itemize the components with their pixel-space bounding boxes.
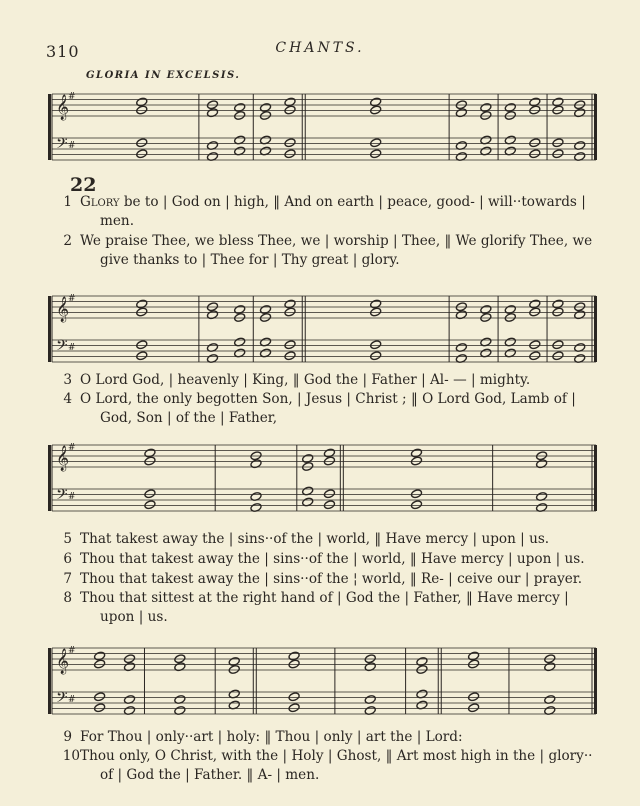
verse-number: 3: [63, 372, 72, 388]
music-system-3: [44, 437, 604, 533]
svg-text:#: #: [68, 343, 76, 353]
svg-text:#: #: [68, 646, 76, 656]
svg-text:𝄞: 𝄞: [56, 446, 70, 471]
verse-line: Thou only, O Christ, with the | Holy | Ghost, ‖ Art most high in the | glory··: [80, 748, 593, 764]
svg-text:#: #: [68, 92, 76, 102]
verse-number: 2: [63, 233, 72, 249]
svg-text:𝄢: 𝄢: [56, 689, 68, 710]
verse-line: For Thou | only··art | holy: ‖ Thou | only | art the | Lord:: [80, 729, 463, 745]
chant-number: 22: [70, 174, 97, 196]
svg-text:#: #: [68, 443, 76, 453]
verse-line: That takest away the | sins··of the | world, ‖ Have mercy | upon | us.: [80, 531, 550, 547]
music-system-4: [44, 640, 604, 730]
svg-text:𝄞: 𝄞: [56, 649, 70, 674]
verse-number: 7: [63, 571, 72, 587]
verse-line: O Lord God, | heavenly | King, ‖ God the | Father | Al- — | mighty.: [80, 372, 531, 388]
verse-line: We praise Thee, we bless Thee, we | worship | Thee, ‖ We glorify Thee, we: [80, 233, 593, 249]
verse-line: Thou that takest away the | sins··of the ¦ world, ‖ Re- | ceive our | prayer.: [80, 571, 583, 587]
verse-first-word: Glory: [80, 194, 120, 210]
verse-line: of | God the | Father. ‖ A- | men.: [100, 767, 320, 783]
svg-text:#: #: [68, 294, 76, 304]
svg-text:𝄢: 𝄢: [56, 337, 68, 358]
verse-line: God, Son | of the | Father,: [100, 410, 278, 426]
svg-text:𝄞: 𝄞: [56, 297, 70, 322]
svg-text:𝄞: 𝄞: [56, 95, 70, 120]
verse-number: 5: [63, 531, 72, 547]
verse-number: 6: [63, 551, 72, 567]
music-system-1: [44, 86, 604, 172]
svg-text:𝄢: 𝄢: [56, 135, 68, 156]
svg-text:#: #: [68, 492, 76, 502]
verse-line: Thou that sittest at the right hand of | God the | Father, ‖ Have mercy |: [80, 590, 569, 606]
verse-line: upon | us.: [100, 609, 168, 625]
verse-number: 9: [63, 729, 72, 745]
chant-title: GLORIA IN EXCELSIS.: [86, 70, 241, 81]
svg-text:#: #: [68, 141, 76, 151]
verse-number: 4: [63, 391, 72, 407]
verse-number: 1: [63, 194, 72, 210]
verse-line: be to | God on | high, ‖ And on earth | peace, good- | will··towards |: [119, 194, 586, 210]
running-title: CHANTS.: [275, 40, 365, 56]
verse-number: 8: [63, 590, 72, 606]
svg-text:𝄢: 𝄢: [56, 486, 68, 507]
verse-number: 10: [62, 748, 80, 764]
verse-line: Thou that takest away the | sins··of the | world, ‖ Have mercy | upon | us.: [80, 551, 585, 567]
music-system-2: [44, 288, 604, 374]
page-number: 310: [46, 42, 80, 61]
verse-line: give thanks to | Thee for | Thy great | glory.: [100, 252, 400, 268]
verse-line: O Lord, the only begotten Son, | Jesus | Christ ; ‖ O Lord God, Lamb of |: [80, 391, 576, 407]
svg-text:#: #: [68, 695, 76, 705]
verse-line: men.: [100, 213, 135, 229]
